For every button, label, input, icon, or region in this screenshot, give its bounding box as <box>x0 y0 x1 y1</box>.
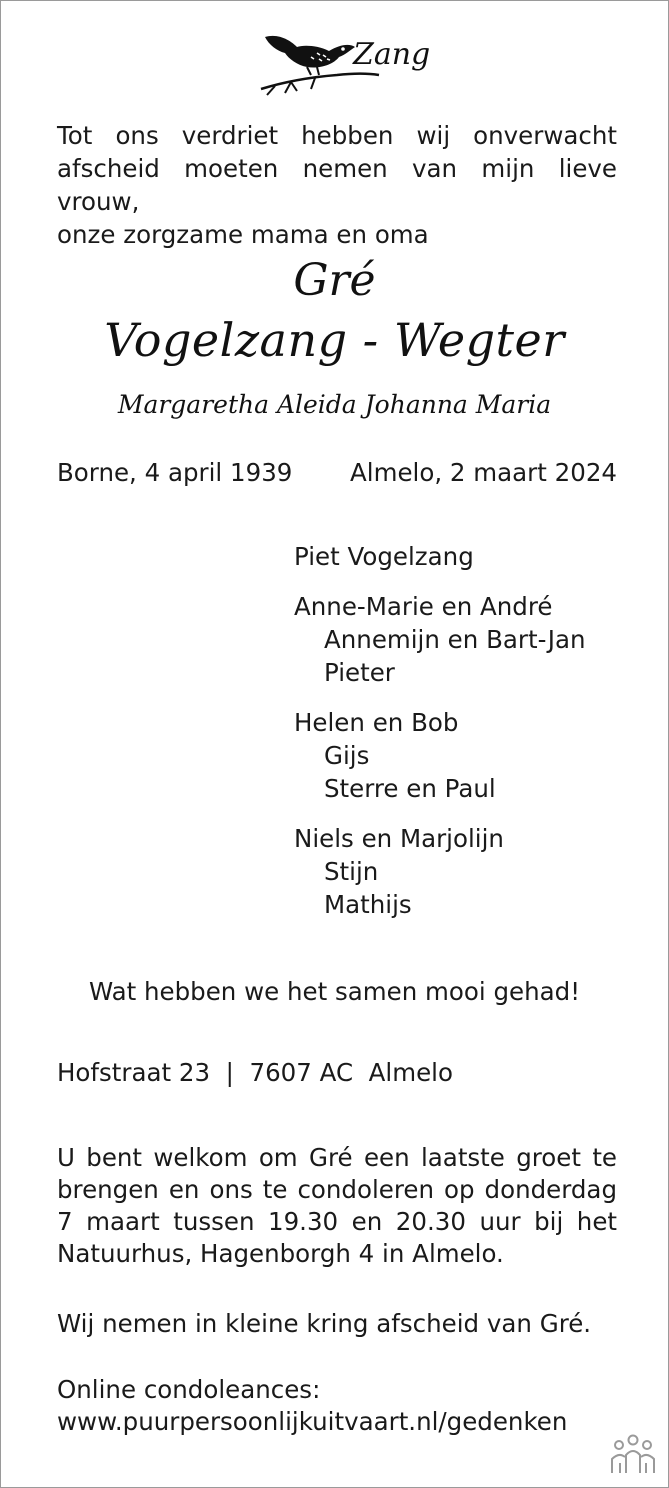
online-condolences-label: Online condoleances: <box>57 1375 321 1404</box>
family-member: Sterre en Paul <box>324 774 496 803</box>
death-date: Almelo, 2 maart 2024 <box>350 458 617 487</box>
family-member: Mathijs <box>324 890 412 919</box>
birth-date: Borne, 4 april 1939 <box>57 458 293 487</box>
family-list <box>294 540 634 938</box>
online-condolences <box>57 1374 637 1438</box>
welcome-line: U bent welkom om Gré een laatste groet te <box>57 1143 617 1172</box>
family-member: Piet Vogelzang <box>294 542 474 571</box>
family-member: Anne-Marie en André <box>294 592 553 621</box>
family-group <box>294 706 634 805</box>
family-group <box>294 540 634 573</box>
welcome-line: Natuurhus, Hagenborgh 4 in Almelo. <box>57 1239 504 1268</box>
welcome-line: 7 maart tussen 19.30 en 20.30 uur bij het <box>57 1207 617 1236</box>
family-member: Annemijn en Bart-Jan <box>324 625 586 654</box>
condolences-link[interactable]: www.puurpersoonlijkuitvaart.nl/gedenken <box>57 1407 568 1436</box>
intro-line: afscheid moeten nemen van mijn lieve vrouw, <box>57 154 617 216</box>
family-member: Helen en Bob <box>294 708 459 737</box>
address: Hofstraat 23 | 7607 AC Almelo <box>57 1058 453 1087</box>
quote: Wat hebben we het samen mooi gehad! <box>88 977 581 1006</box>
family-group <box>294 590 634 689</box>
family-member: Gijs <box>324 741 370 770</box>
family-member: Niels en Marjolijn <box>294 824 504 853</box>
family-member: Pieter <box>324 658 395 687</box>
deceased-first-name: Gré <box>293 255 376 306</box>
intro-text <box>57 119 617 251</box>
intro-line: onze zorgzame mama en oma <box>57 220 429 249</box>
welcome-line: brengen en ons te condoleren op donderdag <box>57 1175 617 1204</box>
ceremony-note: Wij nemen in kleine kring afscheid van Gré. <box>57 1309 592 1338</box>
welcome-text <box>57 1142 617 1270</box>
family-member: Stijn <box>324 857 379 886</box>
intro-line: Tot ons verdriet hebben wij onverwacht <box>57 121 617 150</box>
logo-wordmark: Zang <box>353 37 431 72</box>
deceased-given-names: Margaretha Aleida Johanna Maria <box>117 390 552 419</box>
people-group-icon <box>609 1433 657 1475</box>
family-group <box>294 822 634 921</box>
deceased-full-name: Vogelzang - Wegter <box>104 313 565 367</box>
